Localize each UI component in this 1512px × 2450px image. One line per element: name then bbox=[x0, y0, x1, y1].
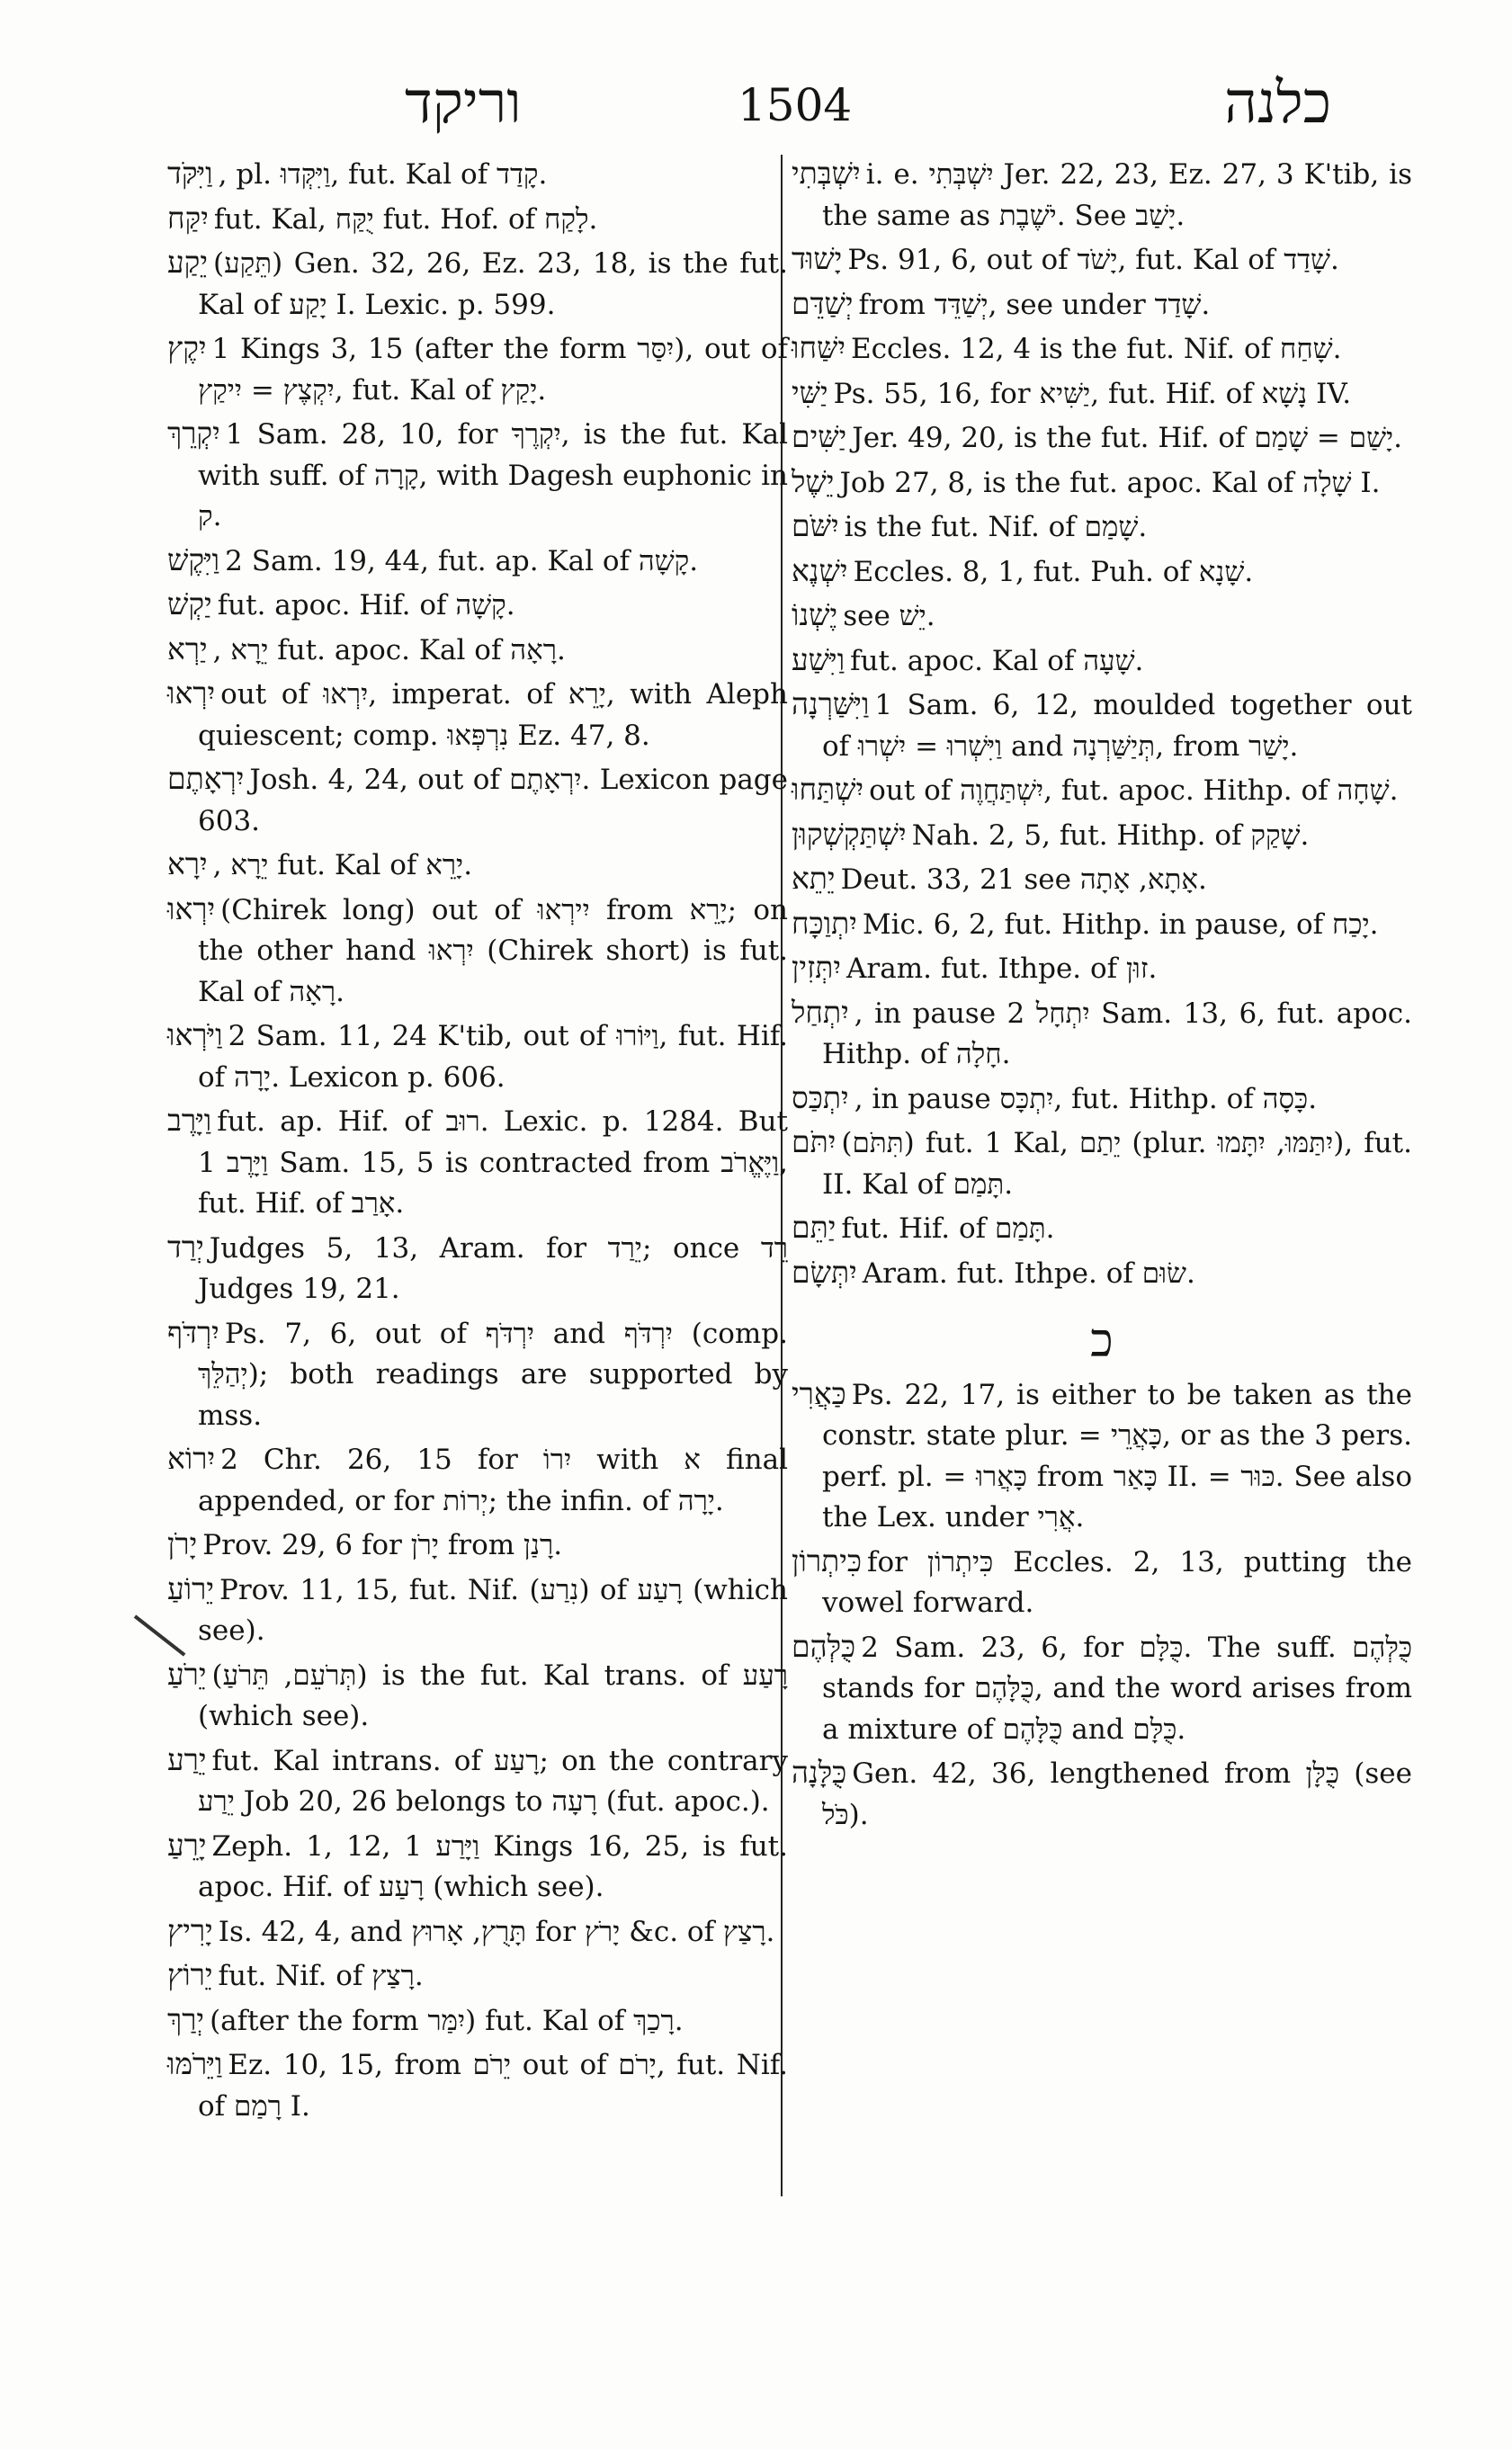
entry-definition: see יֵשׁ. bbox=[843, 600, 935, 632]
left-column bbox=[167, 153, 788, 2129]
entry-headword: וַיִּקֶשׁ bbox=[167, 541, 220, 577]
right-column bbox=[792, 153, 1412, 1838]
dictionary-entry bbox=[792, 947, 1412, 990]
dictionary-entry bbox=[167, 1999, 788, 2043]
entry-headword: וַיִּשַׁע bbox=[792, 641, 845, 677]
dictionary-entry bbox=[167, 1739, 788, 1823]
entry-headword: יֵתֵא bbox=[792, 861, 836, 896]
entry-definition: (תֵּקַע) Gen. 32, 26, Ez. 23, 18, is the fut. Kal of יָקַע I. Lexic. p. 599. bbox=[198, 247, 788, 321]
entry-headword: יִשְׁתַּחוּ bbox=[792, 772, 864, 807]
entry-definition: , in pause יִתְחָל 2 Sam. 13, 6, fut. apoc. Hithp. of חָלָה. bbox=[822, 997, 1412, 1070]
entry-definition: Josh. 4, 24, out of יִרְאָתֶם. Lexicon page 603. bbox=[198, 764, 788, 837]
entry-headword: יָשׁוּד bbox=[792, 241, 843, 276]
dictionary-entry bbox=[167, 153, 788, 196]
entry-definition: 2 Sam. 19, 44, fut. ap. Kal of קָשָׁה. bbox=[225, 544, 699, 577]
entry-definition: Jer. 49, 20, is the fut. Hif. of יָשַׁם = שָׁמַם. bbox=[852, 422, 1403, 454]
entry-headword: יִתְּזִין bbox=[792, 950, 842, 985]
dictionary-entry bbox=[167, 629, 788, 672]
entry-definition: Aram. fut. Ithpe. of זוּן. bbox=[846, 952, 1158, 985]
right-column-section-entries bbox=[792, 1373, 1412, 1837]
dictionary-entry bbox=[792, 639, 1412, 683]
dictionary-entry bbox=[167, 2043, 788, 2127]
dictionary-entry bbox=[792, 903, 1412, 946]
entry-definition: (תְּרֹעֵם, תֵּרֹעַ) is the fut. Kal trans. of רָעַע (which see). bbox=[198, 1659, 789, 1732]
dictionary-entry bbox=[167, 673, 788, 756]
dictionary-entry bbox=[167, 584, 788, 627]
entry-headword: יִקֶץ bbox=[167, 330, 207, 365]
entry-definition: Is. 42, 4, and תָּרֻץ, אָרוּץ for יָרֹץ &c. of רָצַץ. bbox=[218, 1915, 775, 1948]
dictionary-entry bbox=[792, 327, 1412, 371]
dictionary-entry bbox=[792, 684, 1412, 767]
dictionary-entry bbox=[792, 550, 1412, 594]
entry-headword: יִתְחַל bbox=[792, 994, 849, 1030]
dictionary-entry bbox=[792, 1122, 1412, 1205]
entry-definition: Ps. 7, 6, out of יִרְדֹּף and יִרְדֹּף (comp. יְהַלֵּךְ); both readings are supported by mss. bbox=[198, 1317, 789, 1432]
dictionary-entry bbox=[167, 198, 788, 241]
entry-headword: יִרְאָתֶם bbox=[167, 761, 245, 796]
entry-headword: יִשֹּׁם bbox=[792, 508, 839, 543]
entry-definition: for כִּיתְרוֹן Eccles. 2, 13, putting the vowel forward. bbox=[822, 1545, 1412, 1619]
dictionary-entry bbox=[792, 505, 1412, 549]
entry-definition: Judges 5, 13, Aram. for יֵרַד; once רֵד Judges 19, 21. bbox=[198, 1231, 788, 1305]
dictionary-entry bbox=[167, 1524, 788, 1567]
entry-headword: יְרַד bbox=[167, 1229, 204, 1265]
entry-headword: יִתְוַכָּח bbox=[792, 905, 857, 941]
entry-headword: יִתְּשָׂם bbox=[792, 1254, 857, 1290]
entry-headword: יֵרוֹעַ bbox=[167, 1570, 214, 1606]
entry-definition: Prov. 29, 6 for יָרֹן from רָנַן. bbox=[202, 1529, 563, 1561]
dictionary-entry bbox=[792, 372, 1412, 416]
entry-definition: fut. Nif. of רָצַץ. bbox=[218, 1960, 424, 1992]
entry-definition: Deut. 33, 21 see אָתָא, אָתָה. bbox=[840, 863, 1207, 896]
entry-headword: וַיִּקֹּד bbox=[167, 156, 213, 191]
entry-headword: יָרֹן bbox=[167, 1526, 198, 1561]
entry-headword: יִקַּח bbox=[167, 200, 209, 236]
dictionary-entry bbox=[792, 1752, 1412, 1836]
dictionary-entry bbox=[167, 242, 788, 326]
entry-headword: יַקְשׁ bbox=[167, 586, 212, 621]
dictionary-entry bbox=[792, 1077, 1412, 1121]
entry-definition: (תִּתֹּם) fut. 1 Kal, יֵתַם (plur. יִתַּמּוּ, יִתָּמוּ), fut. II. Kal of תָּמַם. bbox=[822, 1127, 1412, 1201]
entry-definition: Zeph. 1, 12, וַיָּרַע 1 Kings 16, 25, is fut. apoc. Hif. of רָעַע (which see). bbox=[198, 1829, 788, 1903]
dictionary-entry bbox=[792, 1626, 1412, 1751]
entry-definition: Gen. 42, 36, lengthened from כֻּלָּן (see כֹּל). bbox=[822, 1757, 1412, 1831]
entry-definition: 1 Sam. 28, 10, for יִקְרֶךָ, is the fut. Kal with suff. of קָרָה, with Dagesh euphonic in ק. bbox=[198, 418, 788, 532]
entry-headword: יִרְאוּ bbox=[167, 675, 216, 711]
entry-definition: (after the form יִמַּר) fut. Kal of רָכַךְ. bbox=[210, 2004, 684, 2037]
entry-definition: , pl. וַיִּקְּדוּ, fut. Kal of קָדַד. bbox=[218, 158, 548, 191]
entry-definition: fut. Kal intrans. of רָעַע; on the contrary יֵרַע Job 20, 26 belongs to רָעָה (fut. apoc.). bbox=[198, 1744, 788, 1818]
entry-headword: כַּאֲרִי bbox=[792, 1375, 846, 1411]
entry-headword: יֶשְׁנוֹ bbox=[792, 597, 838, 632]
dictionary-entry bbox=[792, 1252, 1412, 1295]
dictionary-entry bbox=[167, 327, 788, 411]
entry-headword: וַיֹּרְאוּ bbox=[167, 1017, 223, 1052]
entry-definition: Mic. 6, 2, fut. Hithp. in pause, of יָכַח. bbox=[862, 908, 1379, 941]
dictionary-entry bbox=[792, 1541, 1412, 1624]
entry-headword: יִתְכַּס bbox=[792, 1079, 849, 1115]
dictionary-entry bbox=[792, 992, 1412, 1076]
entry-headword: יָרִיץ bbox=[167, 1912, 213, 1948]
entry-headword: יֵרֹעַ bbox=[167, 1656, 207, 1692]
dictionary-entry bbox=[792, 858, 1412, 901]
right-column-entries bbox=[792, 153, 1412, 1294]
dictionary-entry bbox=[792, 769, 1412, 812]
entry-headword: וַיֵּרֹמּוּ bbox=[167, 2046, 223, 2081]
entry-headword: יִקְרֵךְ bbox=[167, 416, 220, 451]
running-head-right: כלנה bbox=[1224, 70, 1331, 137]
dictionary-entry bbox=[167, 1100, 788, 1225]
entry-headword: יִשְׁנֶא bbox=[792, 552, 848, 588]
entry-definition: Ps. 22, 17, is either to be taken as the constr. state plur. = כָּאֲרֵי, or as the 3 pers. perf. pl. = כָּאֲרוּ from כָּאַר II. = כּוּר. See also the Lex. under אֲרִי. bbox=[822, 1378, 1412, 1533]
page-number: 1504 bbox=[738, 79, 853, 131]
entry-definition: Eccles. 8, 1, fut. Puh. of שָׁנָא. bbox=[853, 555, 1254, 588]
entry-definition: 1 Kings 3, 15 (after the form יִסַּר), out of יִקְצֶץ = יִיקַץ, fut. Kal of יָקַץ. bbox=[198, 333, 788, 407]
dictionary-entry bbox=[792, 283, 1412, 326]
running-head-left: וריקד bbox=[405, 70, 522, 137]
entry-headword: יִשְׁתַּקְשְׁקוּן bbox=[792, 816, 907, 852]
entry-headword: יַשִּׁי bbox=[792, 374, 828, 410]
dictionary-entry bbox=[167, 413, 788, 538]
entry-definition: fut. ap. Hif. of רוּב. Lexic. p. 1284. But וַיָּרֶב 1 Sam. 15, 5 is contracted from וַיֶּאֱרֹב, fut. Hif. of אָרַב. bbox=[198, 1105, 789, 1220]
entry-headword: וַיִּשַּׁרְנָה bbox=[792, 686, 870, 721]
dictionary-entry bbox=[167, 844, 788, 887]
dictionary-entry bbox=[167, 1312, 788, 1437]
dictionary-entry bbox=[792, 153, 1412, 237]
entry-definition: out of יִרְאוּ, imperat. of יָרֵא, with Aleph quiescent; comp. נִרְפְּאוּ Ez. 47, 8. bbox=[198, 678, 788, 752]
entry-definition: Ps. 91, 6, out of יָשֹׁד, fut. Kal of שָׁדַד. bbox=[847, 244, 1339, 276]
entry-definition: Ps. 55, 16, for יַשִּׁיא, fut. Hif. of נָשָׁא IV. bbox=[833, 377, 1352, 410]
entry-headword: יִשַּׁחוּ bbox=[792, 330, 845, 365]
entry-definition: , in pause יִתְכָּס, fut. Hithp. of כָּסָה. bbox=[854, 1082, 1318, 1115]
entry-headword: יָרֵעַ bbox=[167, 1827, 207, 1863]
entry-headword: יֵקַע bbox=[167, 245, 208, 280]
entry-definition: , יֵרָא fut. apoc. Kal of רָאָה. bbox=[212, 633, 566, 666]
dictionary-entry bbox=[792, 238, 1412, 282]
entry-definition: fut. apoc. Kal of שָׁעָה. bbox=[850, 644, 1144, 677]
entry-definition: (Chirek long) out of יִירְאוּ from יָרֵא; on the other hand יִרְאוּ (Chirek short) is fut. Kal of רָאָה. bbox=[198, 893, 789, 1008]
dictionary-entry bbox=[167, 1910, 788, 1954]
entry-definition: 2 Chr. 26, 15 for יִרוֹ with א final appended, or for יְרוֹת; the infin. of יָרָה. bbox=[198, 1444, 788, 1517]
entry-headword: יִשְׁבְּתִי bbox=[792, 156, 861, 191]
entry-definition: Nah. 2, 5, fut. Hithp. of שָׁקַק. bbox=[911, 818, 1310, 852]
entry-definition: 1 Sam. 6, 12, moulded together out of וַיִּשְׁרוּ = יִשְׁרוּ and תְּיַשַּׁרְנָה, from יָשַׁר. bbox=[822, 689, 1412, 763]
entry-headword: יֵרַע bbox=[167, 1741, 207, 1777]
dictionary-entry bbox=[167, 889, 788, 1014]
dictionary-entry bbox=[167, 540, 788, 583]
section-letter-kaf: כ bbox=[1090, 1314, 1114, 1368]
entry-definition: fut. apoc. Hif. of קָשָׁה. bbox=[217, 589, 515, 621]
entry-headword: יִתֹּם bbox=[792, 1124, 837, 1159]
entry-definition: fut. Kal, יֻקַּח fut. Hof. of לָקַח. bbox=[213, 202, 598, 236]
entry-definition: 2 Sam. 23, 6, for כֻּלָּם. The suff. כֻּלְּהֶם stands for כֻּלָּהֶם, and the word arises from a mixture of כֻּלָּהֶם and כֻּלָּם. bbox=[822, 1631, 1413, 1746]
entry-headword: כֻּלְּהֶם bbox=[792, 1628, 856, 1664]
entry-headword: כֻּלָּנָה bbox=[792, 1755, 847, 1790]
entry-headword: יַשִּׁים bbox=[792, 419, 847, 454]
entry-definition: Eccles. 12, 4 is the fut. Nif. of שָׁחַח. bbox=[851, 333, 1342, 365]
entry-headword: יִרְדֹּף bbox=[167, 1314, 219, 1350]
entry-headword: יִרָא bbox=[167, 846, 208, 881]
entry-definition: Aram. fut. Ithpe. of שׂוּם. bbox=[862, 1256, 1195, 1290]
entry-headword: כִּיתְרוֹן bbox=[792, 1542, 862, 1578]
dictionary-entry bbox=[167, 1825, 788, 1909]
entry-definition: fut. Hif. of תָּמַם. bbox=[841, 1212, 1055, 1245]
entry-definition: is the fut. Nif. of שָׁמַם. bbox=[844, 511, 1148, 543]
dictionary-entry bbox=[167, 758, 788, 842]
entry-headword: יַתֵּם bbox=[792, 1210, 837, 1245]
entry-headword: יִרְאוּ bbox=[167, 890, 216, 926]
dictionary-entry bbox=[792, 416, 1412, 460]
dictionary-entry bbox=[167, 1227, 788, 1310]
entry-definition: Job 27, 8, is the fut. apoc. Kal of שָׁלָה I. bbox=[839, 466, 1381, 499]
dictionary-entry bbox=[792, 461, 1412, 505]
entry-definition: 2 Sam. 11, 24 K'tib, out of וַיּוֹרוּ, fut. Hif. of יָרָה. Lexicon p. 606. bbox=[198, 1020, 788, 1094]
entry-definition: Prov. 11, 15, fut. Nif. (נִרַע) of רָעַע (which see). bbox=[198, 1573, 788, 1647]
entry-headword: יֵשֶׁל bbox=[792, 463, 835, 499]
dictionary-entry bbox=[167, 1654, 788, 1738]
entry-headword: יַרְא bbox=[167, 630, 208, 666]
entry-headword: וַיָּרֶב bbox=[167, 1103, 212, 1138]
dictionary-entry bbox=[167, 1438, 788, 1522]
entry-definition: out of יִשְׁתַּחֲוֶה, fut. apoc. Hithp. of שָׁחָה. bbox=[869, 774, 1399, 807]
entry-definition: from יְשַׁדֵּד, see under שָׁדַד. bbox=[858, 288, 1211, 321]
entry-definition: , יֵרָא fut. Kal of יָרֵא. bbox=[212, 849, 473, 881]
entry-headword: יְרַךְ bbox=[167, 2001, 205, 2037]
dictionary-entry bbox=[792, 1207, 1412, 1250]
entry-definition: Ez. 10, 15, from יֵרֹם out of יָרֹם, fut. Nif. of רָמַם I. bbox=[198, 2049, 788, 2123]
entry-definition: i. e. יִשְׁבְּתִי Jer. 22, 23, Ez. 27, 3 K'tib, is the same as יֹשֶׁבֶת. See יָשַׁב. bbox=[822, 158, 1412, 232]
dictionary-entry bbox=[792, 1373, 1412, 1539]
entry-headword: יֵרוֹץ bbox=[167, 1957, 213, 1992]
dictionary-entry bbox=[167, 1015, 788, 1098]
entry-headword: יִרוֹא bbox=[167, 1441, 216, 1476]
dictionary-entry bbox=[167, 1954, 788, 1998]
dictionary-entry bbox=[167, 1569, 788, 1652]
dictionary-entry bbox=[792, 814, 1412, 857]
dictionary-entry bbox=[792, 595, 1412, 638]
entry-headword: יְשַׁדֵּם bbox=[792, 285, 854, 321]
